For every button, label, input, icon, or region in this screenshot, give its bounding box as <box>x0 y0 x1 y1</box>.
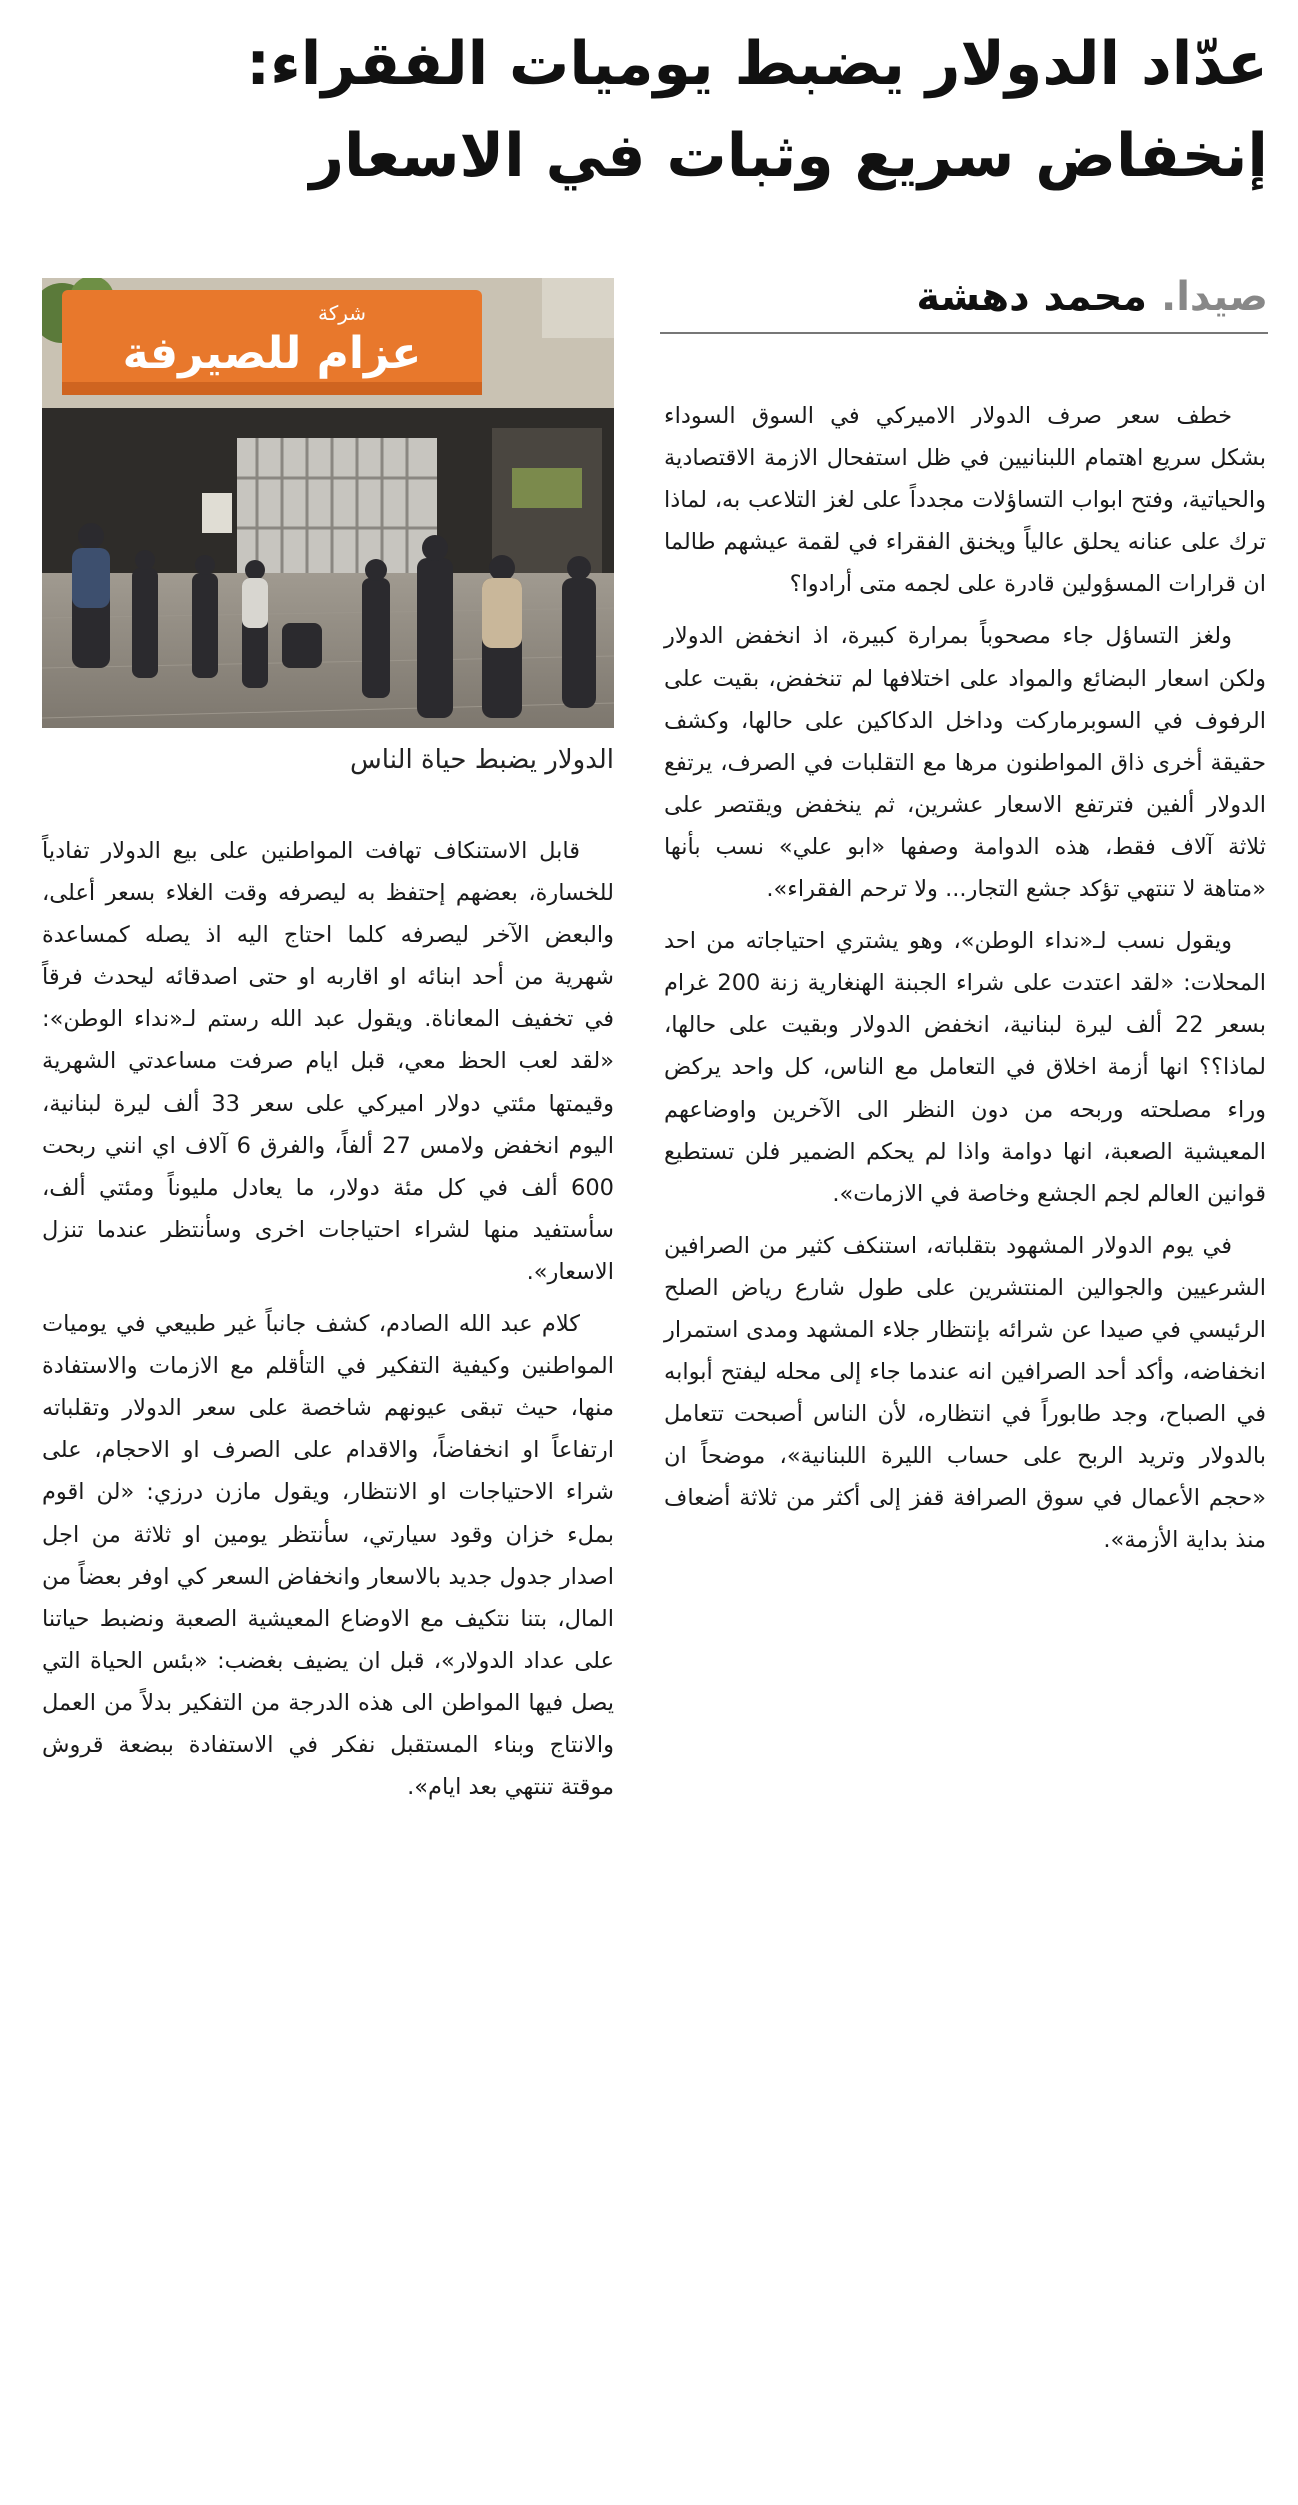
byline-author: محمد دهشة <box>916 274 1148 320</box>
article-paragraph: قابل الاستنكاف تهافت المواطنين على بيع الدولار تفادياً للخسارة، بعضهم إحتفظ به ليصرفه وقت الغلاء بسعر أعلى، والبعض الآخر ليصرفه كلما احتاج اليه اذ يصله كمساعدة شهرية من أحد ابنائه او اقاربه او حتى اصدقائه ليحدث فرقاً في تخفيف المعاناة. ويقول عبد الله رستم لـ«نداء الوطن»: «لقد لعب الحظ معي، قبل ايام صرفت مساعدتي الشهرية وقيمتها مئتي دولار اميركي على سعر 33 ألف ليرة لبنانية، اليوم انخفض ولامس 27 ألفاً، والفرق 6 آلاف اي انني ربحت 600 ألف في كل مئة دولار، ما يعادل مليوناً ومئتي ألف، سأستفيد منها لشراء احتياجات اخرى وسأنتظر عندما تنزل الاسعار». <box>42 838 615 1285</box>
article-paragraph: ويقول نسب لـ«نداء الوطن»، وهو يشتري احتياجاته من احد المحلات: «لقد اعتدت على شراء الجبنة الهنغارية زنة 200 غرام بسعر 22 ألف ليرة لبنانية، انخفض الدولار وبقيت على حالها، لماذا؟؟ انها أزمة اخلاق في التعامل مع الناس، كل واحد يركض وراء مصلحته وربحه من دون النظر الى الآخرين واوضاعهم المعيشية الصعبة، انها دوامة واذا لم يحكم الضمير فلن تستطيع قوانين العالم لجم الجشع وخاصة في الازمات». <box>664 928 1267 1207</box>
byline <box>660 268 1268 326</box>
headline-line-1: عدّاد الدولار يضبط يوميات الفقراء: <box>246 29 1268 99</box>
headline <box>30 18 1268 202</box>
article-paragraph: كلام عبد الله الصادم، كشف جانباً غير طبيعي في يوميات المواطنين وكيفية التفكير في التأقلم مع الازمات والاستفادة منها، حيث تبقى عيونهم شاخصة على سعر الدولار وتقلباته ارتفاعاً او انخفاضاً، والاقدام على الصرف او الاحجام، على شراء الاحتياجات او الانتظار، ويقول مازن درزي: «لن اقوم بملء خزان وقود سيارتي، سأنتظر يومين او ثلاثة من اجل اصدار جدول جديد بالاسعار وانخفاض السعر كي اوفر بعضاً من المال، بتنا نتكيف مع الاوضاع المعيشية الصعبة ونضبط حياتنا على عداد الدولار»، قبل ان يضيف بغضب: «بئس الحياة التي يصل فيها المواطن الى هذه الدرجة من التفكير بدلاً من العمل والانتاج وبناء المستقبل نفكر في الاستفادة ببضعة قروش موقتة تنتهي بعد ايام». <box>42 1311 614 1801</box>
article-column-left <box>42 830 614 1818</box>
byline-separator: . <box>1161 274 1177 320</box>
photo-caption: الدولار يضبط حياة الناس <box>350 745 614 775</box>
byline-rule <box>660 332 1268 334</box>
shop-sign-small-text: شركة <box>317 301 367 325</box>
article-paragraph: خطف سعر صرف الدولار الاميركي في السوق السوداء بشكل سريع اهتمام اللبنانيين في ظل استفحال الازمة الاقتصادية والحياتية، وفتح ابواب التساؤلات مجدداً على لغز التلاعب به، لماذا ترك على عنانه يحلق عالياً ويخنق الفقراء في لقمة عيشهم طالما ان قرارات المسؤولين قادرة على لجمه متى أرادوا؟ <box>664 403 1266 598</box>
headline-line-2: إنخفاض سريع وثبات في الاسعار <box>309 121 1268 191</box>
article-paragraph: ولغز التساؤل جاء مصحوباً بمرارة كبيرة، اذ انخفض الدولار ولكن اسعار البضائع والمواد على اختلافها لم تنخفض، بقيت على الرفوف في السوبرماركت وداخل الدكاكين على حالها، وكشف حقيقة أخرى ذاق المواطنون مرها مع التقلبات في الصرف، يرتفع الدولار ألفين فترتفع الاسعار عشرين، ثم ينخفض ويقتصر على ثلاثة آلاف فقط، هذه الدوامة وصفها «ابو علي» نسب بأنها «متاهة لا تنتهي تؤكد جشع التجار... ولا ترحم الفقراء». <box>664 623 1266 903</box>
article-paragraph: في يوم الدولار المشهود بتقلباته، استنكف كثير من الصرافين الشرعيين والجوالين المنتشرين على طول شارع رياض الصلح الرئيسي في صيدا عن شرائه بإنتظار جلاء المشهد ومدى استمرار انخفاضه، وأكد أحد الصرافين انه عندما جاء إلى محله ليفتح أبوابه في الصباح، وجد طابوراً في انتظاره، لأن الناس أصبحت تتعامل بالدولار وتريد الربح على حساب الليرة اللبنانية»، موضحاً ان «حجم الأعمال في سوق الصرافة قفز إلى أكثر من ثلاثة أضعاف منذ بداية الأزمة». <box>664 1232 1266 1554</box>
article-photo <box>42 278 614 728</box>
article-column-right <box>664 395 1266 1572</box>
photo-illustration <box>42 278 614 728</box>
shop-sign-text: عزام للصيرفة <box>122 328 422 379</box>
byline-place: صيدا <box>1176 274 1268 320</box>
